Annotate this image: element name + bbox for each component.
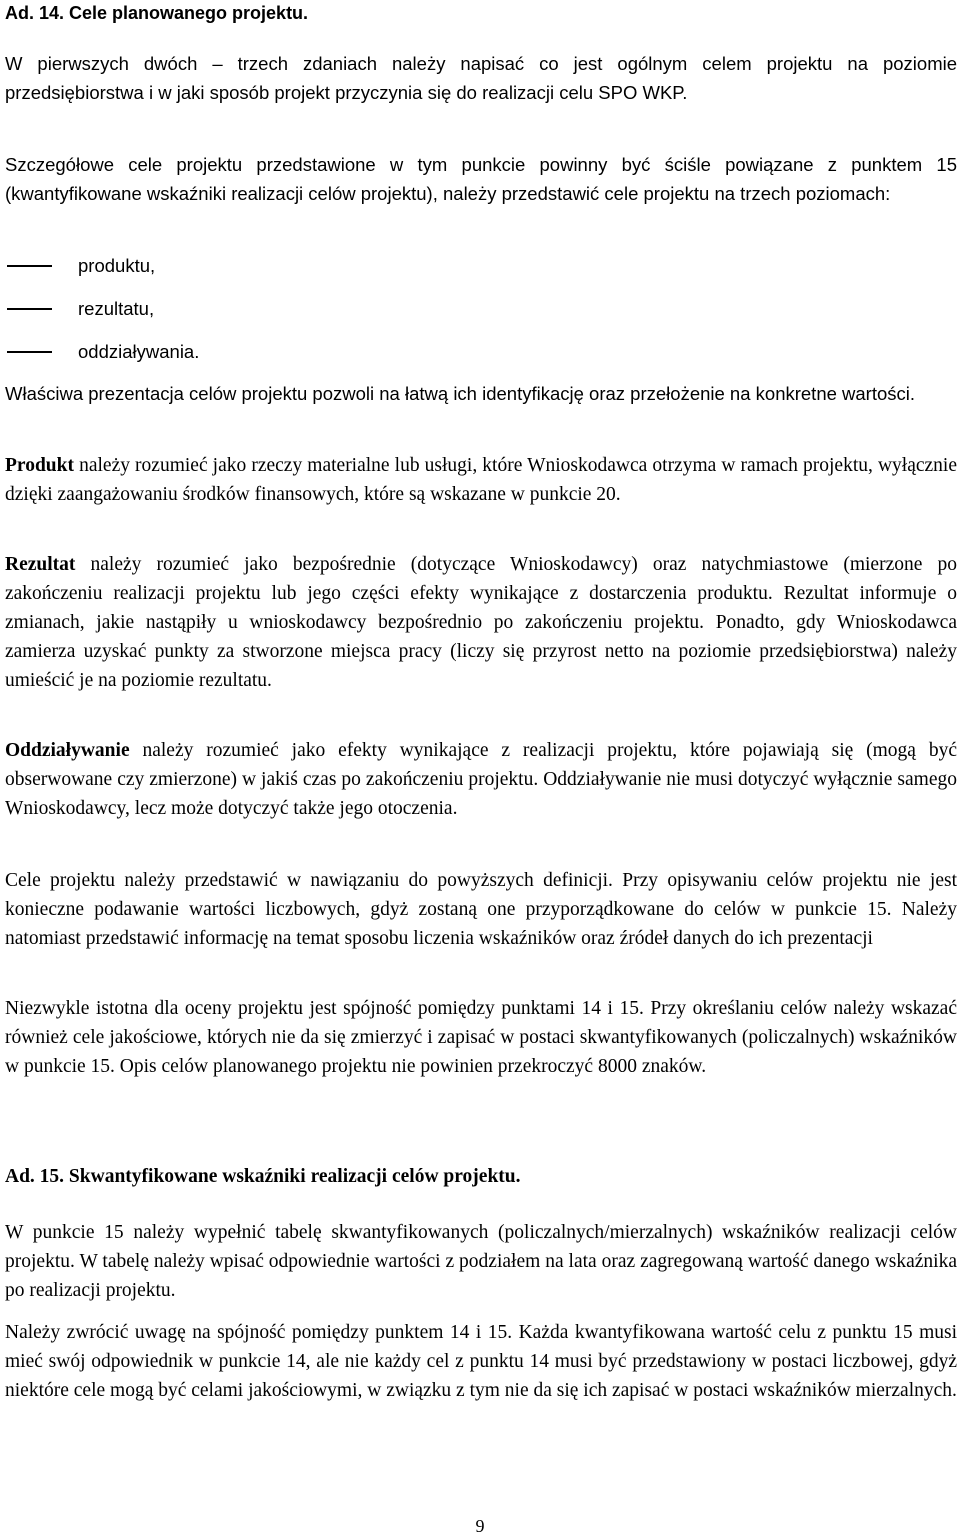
oddzialywanie-term: Oddziaływanie xyxy=(5,740,130,761)
goals-definition-paragraph: Cele projektu należy przedstawić w nawiązaniu do powyższych definicji. Przy opisywaniu celów projektu nie jest konieczne podawanie wartości liczbowych, gdyż zostaną one przyporządkowane do celów w punkcie 15. Należy natomiast przedstawić informację na temat sposobu liczenia wskaźników oraz źródeł danych do ich prezentacji xyxy=(5,870,957,949)
section-15-consistency-paragraph: Należy zwrócić uwagę na spójność pomiędzy punktem 14 i 15. Każda kwantyfikowana wartość celu z punktu 15 musi mieć swój odpowiednik w punkcie 14, ale nie każdy cel z punktu 14 musi być przedstawiony w postaci liczbowej, gdyż niektóre cele mogą być celami jakościowymi, w związku z tym nie da się ich zapisać w postaci wskaźników mierzalnych. xyxy=(5,1322,957,1401)
dash-bullet-icon xyxy=(7,351,52,353)
section-15-heading: Ad. 15. Skwantyfikowane wskaźniki realizacji celów projektu. xyxy=(5,1166,521,1187)
consistency-paragraph: Niezwykle istotna dla oceny projektu jest spójność pomiędzy punktami 14 i 15. Przy określaniu celów należy wskazać również cele jakościowe, których nie da się zmierzyć i zapisać w postaci skwantyfikowanych (policzalnych) wskaźników w punkcie 15. Opis celów planowanego projektu nie powinien przekroczyć 8000 znaków. xyxy=(5,998,957,1077)
list-item: rezultatu, xyxy=(5,297,957,340)
dash-bullet-icon xyxy=(7,308,52,310)
presentation-paragraph: Właściwa prezentacja celów projektu pozwoli na łatwą ich identyfikację oraz przełożenie na konkretne wartości. xyxy=(5,383,916,404)
produkt-term: Produkt xyxy=(5,455,74,476)
section-14-heading: Ad. 14. Cele planowanego projektu. xyxy=(5,3,309,23)
section-14-detail-paragraph: Szczegółowe cele projektu przedstawione w tym punkcie powinny być ściśle powiązane z punktem 15 (kwantyfikowane wskaźniki realizacji celów projektu), należy przedstawić cele projektu na trzech poziomach: xyxy=(5,154,957,204)
list-item: produktu, xyxy=(5,254,957,297)
section-15-table-paragraph: W punkcie 15 należy wypełnić tabelę skwantyfikowanych (policzalnych/mierzalnych) wskaźników realizacji celów projektu. W tabelę należy wpisać odpowiednie wartości z podziałem na lata oraz zagregowaną wartość danego wskaźnika po realizacji projektu. xyxy=(5,1222,957,1301)
levels-list xyxy=(5,254,957,383)
oddzialywanie-definition-paragraph: Oddziaływanie należy rozumieć jako efekty wynikające z realizacji projektu, które pojawiają się (mogą być obserwowane czy zmierzone) w jakiś czas po zakończeniu projektu. Oddziaływanie nie musi dotyczyć wyłącznie samego Wnioskodawcy, lecz może dotyczyć także jego otoczenia. xyxy=(5,740,957,819)
rezultat-definition-paragraph: Rezultat należy rozumieć jako bezpośrednie (dotyczące Wnioskodawcy) oraz natychmiastowe (mierzone po zakończeniu realizacji projektu lub jego części efekty wynikające z dostarczenia produktu. Rezultat informuje o zmianach, jakie nastąpiły u wnioskodawcy bezpośrednio po zakończeniu projektu. Ponadto, gdy Wnioskodawca zamierza uzyskać punkty za stworzone miejsca pracy (liczy się przyrost netto na poziomie przedsiębiorstwa) należy umieścić je na poziomie rezultatu. xyxy=(5,554,957,691)
section-14-intro-paragraph: W pierwszych dwóch – trzech zdaniach należy napisać co jest ogólnym celem projektu na poziomie przedsiębiorstwa i w jaki sposób projekt przyczynia się do realizacji celu SPO WKP. xyxy=(5,53,957,103)
produkt-definition-paragraph: Produkt należy rozumieć jako rzeczy materialne lub usługi, które Wnioskodawca otrzyma w ramach projektu, wyłącznie dzięki zaangażowaniu środków finansowych, które są wskazane w punkcie 20. xyxy=(5,455,957,505)
page-number: 9 xyxy=(475,1516,485,1536)
list-item: oddziaływania. xyxy=(5,340,957,383)
rezultat-term: Rezultat xyxy=(5,554,76,575)
dash-bullet-icon xyxy=(7,265,52,267)
